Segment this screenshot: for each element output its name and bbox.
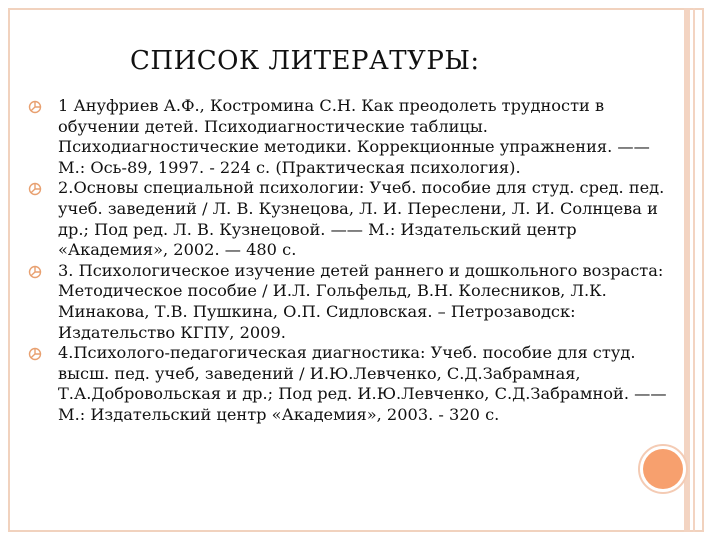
- reference-item-4: [28, 343, 668, 425]
- reference-text: 1 Ануфриев А.Ф., Костромина С.Н. Как преодолеть трудности в обучении детей. Психодиагностические таблицы. Психодиагностические методики. Коррекционные упражнения. —— М.: Ось-89, 1997. - 224 с. (Практическая психология).: [58, 96, 650, 177]
- reference-item-3: [28, 261, 668, 343]
- reference-text: 4.Психолого-педагогическая диагностика: Учеб. пособие для студ. высш. пед. учеб, заведений / И.Ю.Левченко, С.Д.Забрамная, Т.А.Добровольская и др.; Под ред. И.Ю.Левченко, С.Д.Забрамной. —— М.: Издательский центр «Академия», 2003. - 320 с.: [58, 343, 667, 424]
- reference-item-1: [28, 96, 668, 178]
- reference-item-2: [28, 178, 668, 260]
- orange-pinwheel-bullet-icon: [28, 182, 42, 196]
- right-accent-line: [693, 8, 695, 532]
- orange-pinwheel-bullet-icon: [28, 265, 42, 279]
- right-accent-bar: [684, 8, 690, 532]
- decorative-circle: [643, 449, 683, 489]
- reference-list: [28, 96, 668, 426]
- orange-pinwheel-bullet-icon: [28, 347, 42, 361]
- slide-title: СПИСОК ЛИТЕРАТУРЫ:: [130, 46, 480, 76]
- reference-text: 2.Основы специальной психологии: Учеб. пособие для студ. сред. пед. учеб. заведений / Л. В. Кузнецова, Л. И. Переслени, Л. И. Солнцева и др.; Под ред. Л. В. Кузнецовой. —— М.: Издательский центр «Академия», 2002. — 480 с.: [58, 178, 665, 260]
- orange-pinwheel-bullet-icon: [28, 100, 42, 114]
- reference-text: 3. Психологическое изучение детей раннего и дошкольного возраста: Методическое пособие / И.Л. Гольфельд, В.Н. Колесников, Л.К. Минакова, Т.В. Пушкина, О.П. Сидловская. – Петрозаводск: Издательство КГПУ, 2009.: [58, 260, 664, 342]
